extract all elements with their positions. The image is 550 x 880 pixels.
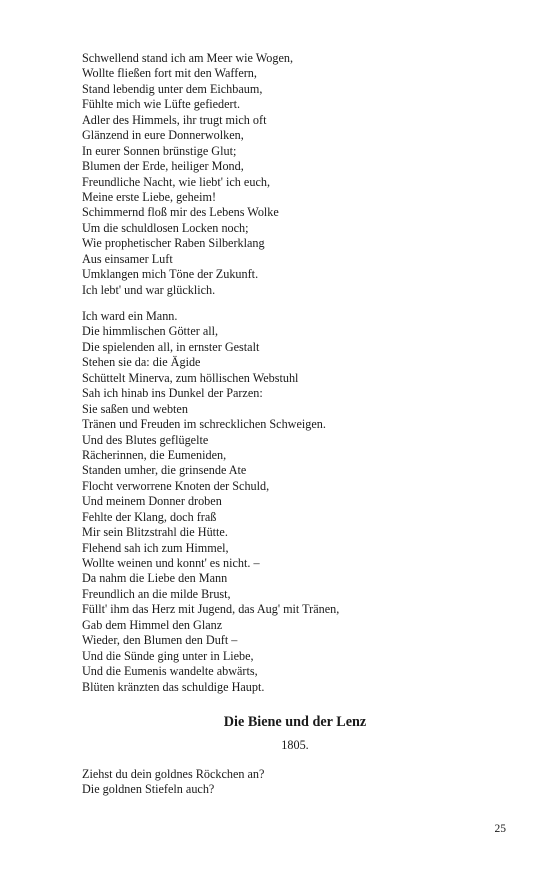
poem-stanza [82, 51, 502, 298]
verse-line: Standen umher, die grinsende Ate [82, 463, 247, 478]
verse-line: Blumen der Erde, heiliger Mond, [82, 159, 244, 174]
verse-line: Mir sein Blitzstrahl die Hütte. [82, 525, 228, 540]
verse-line: Freundliche Nacht, wie liebt' ich euch, [82, 174, 270, 189]
verse-line: Und die Eumenis wandelte abwärts, [82, 664, 258, 679]
verse-line: Flehend sah ich zum Himmel, [82, 540, 229, 555]
verse-line: Ich lebt' und war glücklich. [82, 282, 216, 297]
verse-line: Die goldnen Stiefeln auch? [82, 782, 215, 797]
verse-line: Und die Sünde ging unter in Liebe, [82, 648, 254, 663]
page-number: 25 [494, 823, 506, 835]
verse-line: Rächerinnen, die Eumeniden, [82, 447, 227, 462]
verse-line: Freundlich an die milde Brust, [82, 586, 231, 601]
verse-line: Die himmlischen Götter all, [82, 324, 219, 339]
verse-line: Um die schuldlosen Locken noch; [82, 220, 249, 235]
poem-stanza [82, 767, 502, 798]
verse-line: Tränen und Freuden im schrecklichen Schweigen. [82, 417, 326, 432]
verse-line: Die spielenden all, in ernster Gestalt [82, 339, 260, 354]
verse-line: Stehen sie da: die Ägide [82, 355, 201, 370]
verse-line: Und des Blutes geflügelte [82, 432, 209, 447]
verse-line: Sah ich hinab ins Dunkel der Parzen: [82, 386, 263, 401]
verse-line: Schüttelt Minerva, zum höllischen Webstuhl [82, 370, 299, 385]
verse-line: Fehlte der Klang, doch fraß [82, 509, 217, 524]
poem-stanza [82, 309, 502, 695]
verse-line: Wieder, den Blumen den Duft – [82, 633, 238, 648]
verse-line: Ich ward ein Mann. [82, 309, 178, 323]
verse-line: Und meinem Donner droben [82, 494, 222, 509]
verse-line: Sie saßen und webten [82, 401, 188, 416]
verse-line: Aus einsamer Luft [82, 251, 173, 266]
verse-line: In eurer Sonnen brünstige Glut; [82, 143, 237, 158]
verse-line: Blüten kränzten das schuldige Haupt. [82, 679, 265, 694]
verse-line: Da nahm die Liebe den Mann [82, 571, 228, 586]
verse-line: Gab dem Himmel den Glanz [82, 617, 223, 632]
verse-line: Wie prophetischer Raben Silberklang [82, 236, 265, 251]
poem-title: Die Biene und der Lenz [223, 714, 367, 730]
verse-line: Fühlte mich wie Lüfte gefiedert. [82, 97, 241, 112]
verse-line: Schwellend stand ich am Meer wie Wogen, [82, 51, 294, 65]
verse-line: Meine erste Liebe, geheim! [82, 189, 217, 204]
verse-line: Stand lebendig unter dem Eichbaum, [82, 81, 263, 96]
verse-line: Wollte weinen und konnt' es nicht. – [82, 556, 260, 570]
poem-date: 1805. [281, 738, 309, 752]
verse-line: Schimmernd floß mir des Lebens Wolke [82, 205, 279, 220]
verse-line: Wollte fließen fort mit den Waffern, [82, 66, 257, 81]
verse-line: Glänzend in eure Donnerwolken, [82, 128, 244, 143]
verse-line: Umklangen mich Töne der Zukunft. [82, 267, 259, 282]
verse-line: Adler des Himmels, ihr trugt mich oft [82, 112, 267, 127]
verse-line: Füllt' ihm das Herz mit Jugend, das Aug' mit Tränen, [82, 602, 340, 617]
verse-line: Ziehst du dein goldnes Röckchen an? [82, 767, 265, 781]
verse-line: Flocht verworrene Knoten der Schuld, [82, 478, 270, 493]
